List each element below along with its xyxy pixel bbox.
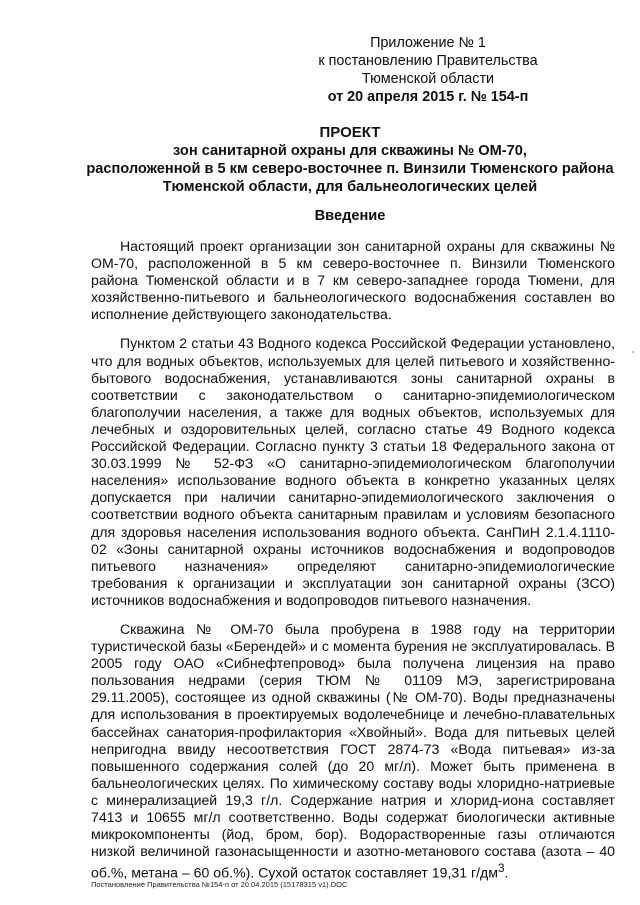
margin-mark: ' [632, 350, 634, 361]
paragraph-3-text: Скважина № ОМ-70 была пробурена в 1988 году на территории туристической базы «Берендей» и с момента бурения не эксплуатировалась. В 2005 году ОАО «Сибнефтепровод» была получена лицензия на право пользования недрами (серия ТЮМ № 01109 МЭ, зарегистрирована 29.11.2005), состоящее из одной скважины (№ ОМ-70). Воды предназначены для использования в проектируемых водолечебнице и лечебно-плавательных бассейнах санатория-профилактория «Хвойный». Вода для питьевых целей непригодна ввиду несоответствия ГОСТ 2874-73 «Вода питьевая» из-за повышенного содержания солей (до 20 мг/л). Может быть применена в бальнеологических целях. По химическому составу воды хлоридно-натриевые с минерализацией 19,3 г/л. Содержание натрия и хлорид-иона составляет 7413 и 10655 мг/л соответственно. Воды содержат биологически активные микрокомпоненты (йод, бром, бор). Водорастворенные газы отличаются низкой величиной газонасыщенности и азотно-метанового состава (азота – 40 об.%, метана – 60 об.%). Сухой остаток составляет 19,31 г/дм [91, 620, 615, 881]
page-footer: Постановление Правительства №154-п от 20.04.2015 (15178315 v1).DOC [91, 880, 348, 889]
title-line-2: расположенной в 5 км северо-восточнее п. Винзили Тюменского района [86, 161, 614, 177]
title-head: ПРОЕКТ [319, 124, 381, 141]
paragraph-3-superscript: 3 [497, 862, 505, 876]
title-line-1: зон санитарной охраны для скважины № ОМ-70, [173, 143, 527, 159]
paragraph-3-end: . [504, 864, 509, 881]
appendix-date-number: от 20 апреля 2015 г. № 154-п [327, 89, 529, 105]
paragraph-2: Пунктом 2 статьи 43 Водного кодекса Российской Федерации установлено, что для водных объектов, используемых для целей питьевого и хозяйственно-бытового водоснабжения, устанавливаются зоны санитарной охраны в соответствии с законодательством о санитарно-эпидемиологическом благополучии населения, а также для водных объектов, используемых для лечебных и оздоровительных целей, согласно статье 49 Водного кодекса Российской Федерации. Согласно пункту 3 статьи 18 Федерального закона от 30.03.1999 № 52-ФЗ «О санитарно-эпидемиологическом благополучии населения» использование водного объекта в конкретно указанных целях допускается при наличии санитарно-эпидемиологического заключения о соответствии водного объекта санитарным правилам и условиям безопасного для здоровья населения использования водного объекта. СанПиН 2.1.4.1110-02 «Зоны санитарной охраны источников водоснабжения и водопроводов питьевого назначения» определяют санитарно-эпидемиологические требования к организации и эксплуатации зон санитарной охраны (ЗСО) источников водоснабжения и водопроводов питьевого назначения. [91, 335, 615, 608]
document-title [60, 124, 640, 196]
paragraph-3 [91, 621, 615, 882]
paragraph-1: Настоящий проект организации зон санитарной охраны для скважины № ОМ-70, расположенной в 5 км северо-восточнее п. Винзили Тюменского района Тюменской области и в 7 км северо-западнее города Тюмени, для хозяйственно-питьевого и бальнеологического водоснабжения составлен во исполнение действующего законодательства. [91, 238, 615, 323]
appendix-resolution-ref: к постановлению Правительства [318, 53, 538, 69]
document-body [91, 238, 615, 894]
title-line-3: Тюменской области, для бальнеологических целей [162, 179, 538, 195]
appendix-region: Тюменской области [361, 71, 495, 87]
appendix-header [278, 34, 578, 106]
section-heading: Введение [314, 208, 386, 224]
appendix-number: Приложение № 1 [370, 35, 486, 51]
